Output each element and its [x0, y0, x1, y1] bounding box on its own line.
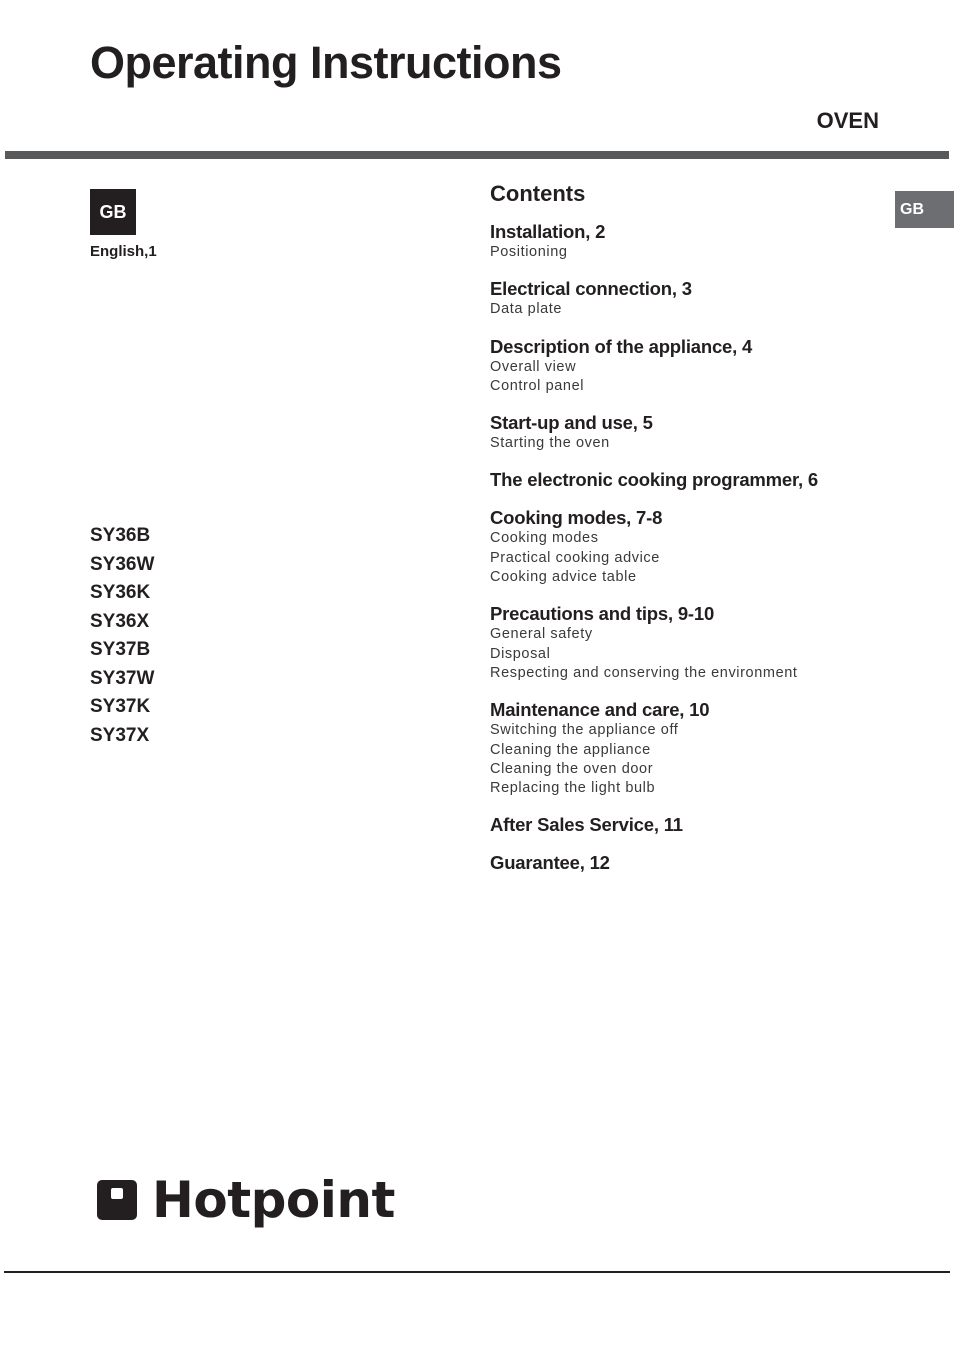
- toc-section-title[interactable]: Maintenance and care, 10: [490, 699, 710, 721]
- toc-section-title[interactable]: Electrical connection, 3: [490, 278, 692, 300]
- toc-subitem: Cooking advice table: [490, 569, 637, 586]
- toc-section-precautions[interactable]: [490, 603, 930, 683]
- toc-subitem: Cleaning the oven door: [490, 760, 654, 777]
- toc-subitem: General safety: [490, 626, 593, 643]
- toc-section-maintenance[interactable]: [490, 699, 930, 798]
- toc-subitem: Positioning: [490, 244, 568, 260]
- toc-subitem: Overall view: [490, 358, 577, 375]
- toc-subitem: Cleaning the appliance: [490, 741, 651, 758]
- toc-subitem: Replacing the light bulb: [490, 780, 656, 797]
- header-rule: [5, 151, 949, 159]
- toc-section-installation[interactable]: [490, 221, 930, 262]
- toc-subitem: Starting the oven: [490, 435, 610, 452]
- page-title: Operating Instructions: [90, 37, 562, 88]
- table-of-contents: [490, 180, 930, 890]
- toc-section-title[interactable]: Installation, 2: [490, 221, 606, 242]
- toc-subitem: Control panel: [490, 377, 585, 394]
- model-item: SY36B: [90, 525, 151, 546]
- toc-section-cooking-modes[interactable]: [490, 507, 930, 587]
- toc-section-title[interactable]: Cooking modes, 7-8: [490, 507, 663, 529]
- brand-name: Hotpoint: [152, 1171, 395, 1229]
- toc-section-title[interactable]: After Sales Service, 11: [490, 814, 683, 836]
- toc-subitem: Cooking modes: [490, 530, 599, 547]
- language-badge: GB: [90, 189, 136, 235]
- toc-subitem: Data plate: [490, 301, 563, 318]
- product-type: OVEN: [816, 108, 879, 133]
- toc-subitem: Switching the appliance off: [490, 722, 679, 739]
- toc-section-programmer[interactable]: [490, 469, 930, 491]
- model-item: SY36W: [90, 553, 155, 575]
- toc-section-title[interactable]: Start-up and use, 5: [490, 412, 653, 434]
- language-link[interactable]: English,1: [90, 243, 157, 260]
- toc-subitem: Respecting and conserving the environment: [490, 664, 798, 681]
- model-item: SY37K: [90, 696, 151, 717]
- model-item: SY36X: [90, 610, 150, 632]
- brand-logo: [97, 1172, 395, 1228]
- toc-section-title[interactable]: Guarantee, 12: [490, 852, 610, 874]
- contents-heading: Contents: [490, 181, 586, 206]
- model-item: SY36K: [90, 582, 151, 603]
- model-list: [90, 522, 154, 750]
- footer-rule: [4, 1271, 950, 1273]
- toc-section-after-sales[interactable]: [490, 814, 930, 836]
- model-item: SY37W: [90, 667, 155, 689]
- toc-section-title[interactable]: Precautions and tips, 9-10: [490, 603, 715, 625]
- model-item: SY37X: [90, 724, 150, 746]
- toc-subitem: Disposal: [490, 645, 551, 662]
- hotpoint-logo-icon: [97, 1180, 137, 1220]
- toc-subitem: Practical cooking advice: [490, 549, 660, 566]
- language-side-tab: GB: [895, 191, 954, 228]
- toc-section-description[interactable]: [490, 336, 930, 397]
- toc-section-guarantee[interactable]: [490, 852, 930, 874]
- toc-section-title[interactable]: The electronic cooking programmer, 6: [490, 469, 818, 491]
- model-item: SY37B: [90, 639, 151, 660]
- toc-section-electrical[interactable]: [490, 278, 930, 319]
- toc-section-startup[interactable]: [490, 412, 930, 453]
- toc-section-title[interactable]: Description of the appliance, 4: [490, 335, 753, 357]
